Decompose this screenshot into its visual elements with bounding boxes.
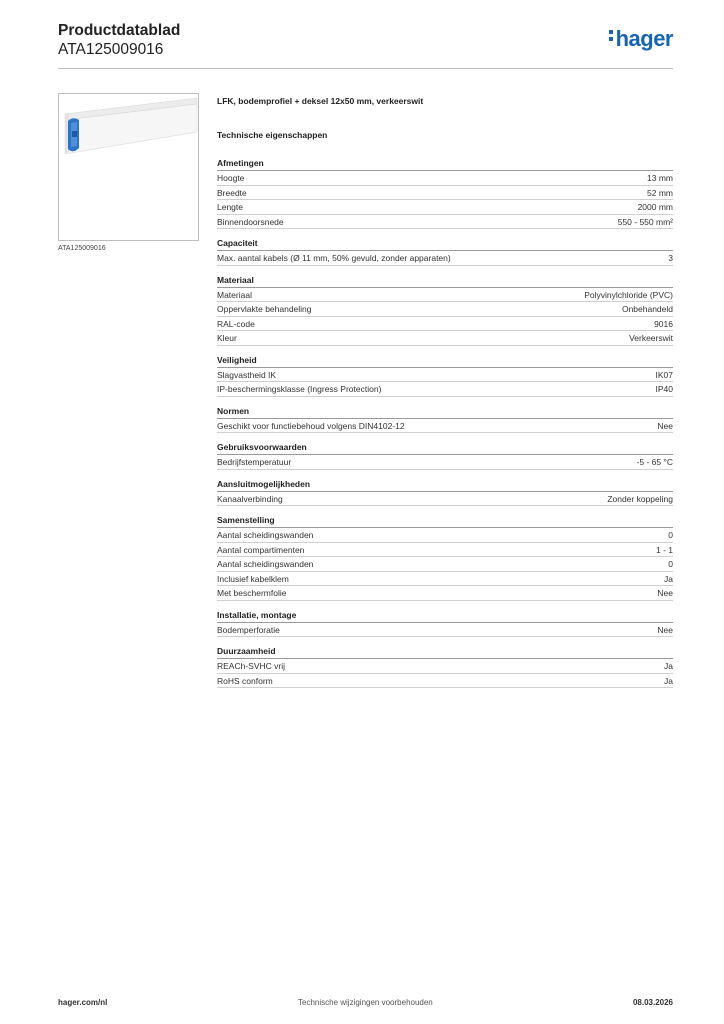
property-label: RAL-code <box>217 318 255 329</box>
property-row <box>217 368 673 383</box>
property-row <box>217 543 673 558</box>
property-value: Zonder koppeling <box>607 493 673 504</box>
property-label: Aantal scheidingswanden <box>217 530 314 540</box>
property-value: 3 <box>668 253 673 263</box>
product-code: ATA125009016 <box>58 41 164 58</box>
property-value: IP40 <box>655 384 673 394</box>
property-section <box>217 609 673 638</box>
property-value: Nee <box>657 588 673 598</box>
header-divider <box>58 68 673 69</box>
product-description: LFK, bodemprofiel + deksel 12x50 mm, verkeerswit <box>217 96 424 106</box>
property-row <box>217 455 673 470</box>
property-row <box>217 382 673 397</box>
property-value: 1 - 1 <box>655 544 673 555</box>
property-row <box>217 674 673 689</box>
property-label: Aantal compartimenten <box>217 544 305 555</box>
property-value: 13 mm <box>647 173 673 183</box>
product-image <box>58 93 199 241</box>
property-section <box>217 237 673 266</box>
property-row <box>217 251 673 266</box>
property-row <box>217 186 673 201</box>
section-title: Afmetingen <box>217 157 673 171</box>
property-value: Ja <box>664 675 673 686</box>
datasheet-content <box>217 95 673 688</box>
document-title: Productdatablad <box>58 22 181 39</box>
property-section <box>217 441 673 470</box>
property-row <box>217 623 673 638</box>
property-value: Ja <box>664 573 673 584</box>
property-label: Max. aantal kabels (Ø 11 mm, 50% gevuld, zonder apparaten) <box>217 253 451 263</box>
property-label: Oppervlakte behandeling <box>217 304 312 314</box>
property-section <box>217 514 673 601</box>
property-value: 9016 <box>654 318 673 329</box>
property-row <box>217 492 673 507</box>
footer-disclaimer: Technische wijzigingen voorbehouden <box>298 998 433 1007</box>
property-row <box>217 302 673 317</box>
property-row <box>217 659 673 674</box>
section-title: Normen <box>217 405 673 419</box>
property-row <box>217 171 673 186</box>
property-section <box>217 405 673 434</box>
section-title: Samenstelling <box>217 514 673 528</box>
property-value: Nee <box>657 420 673 431</box>
hager-logo <box>609 26 673 52</box>
property-label: Kanaalverbinding <box>217 493 283 504</box>
property-value: 2000 mm <box>637 202 673 212</box>
property-row <box>217 200 673 215</box>
property-section <box>217 645 673 688</box>
property-label: Binnendoorsnede <box>217 216 284 227</box>
cable-duct-illustration-icon <box>59 94 199 241</box>
property-value: Polyvinylchloride (PVC) <box>584 289 673 300</box>
property-label: Bedrijfstemperatuur <box>217 457 292 467</box>
property-row <box>217 586 673 601</box>
footer-website: hager.com/nl <box>58 998 108 1007</box>
property-label: Geschikt voor functiebehoud volgens DIN4102-12 <box>217 420 405 431</box>
property-label: Hoogte <box>217 173 245 183</box>
section-title: Installatie, montage <box>217 609 673 623</box>
property-row <box>217 331 673 346</box>
property-value: 0 <box>668 530 673 540</box>
section-title: Duurzaamheid <box>217 645 673 659</box>
page-header <box>58 20 673 68</box>
section-title: Veiligheid <box>217 354 673 368</box>
logo-text: hager <box>615 26 673 51</box>
property-row <box>217 215 673 230</box>
property-row <box>217 557 673 572</box>
property-section <box>217 274 673 346</box>
technical-properties-heading: Technische eigenschappen <box>217 130 328 140</box>
property-row <box>217 528 673 543</box>
property-label: Materiaal <box>217 289 252 300</box>
property-value: 550 - 550 mm² <box>617 216 673 227</box>
property-label: Lengte <box>217 202 243 212</box>
property-value: Verkeerswit <box>629 333 673 343</box>
property-section <box>217 354 673 397</box>
section-title: Gebruiksvoorwaarden <box>217 441 673 455</box>
footer-date: 08.03.2026 <box>632 998 673 1007</box>
section-title: Capaciteit <box>217 237 673 251</box>
property-value: 52 mm <box>647 187 673 198</box>
property-label: IP-beschermingsklasse (Ingress Protection) <box>217 384 382 394</box>
property-label: Bodemperforatie <box>217 624 280 635</box>
property-label: RoHS conform <box>217 675 273 686</box>
property-row <box>217 317 673 332</box>
logo-dots-icon <box>609 30 614 44</box>
property-label: REACh-SVHC vrij <box>217 661 286 671</box>
property-label: Kleur <box>217 333 237 343</box>
property-value: Nee <box>657 624 673 635</box>
property-section <box>217 478 673 507</box>
property-row <box>217 288 673 303</box>
property-value: IK07 <box>655 369 673 380</box>
property-label: Aantal scheidingswanden <box>217 559 314 569</box>
section-title: Aansluitmogelijkheden <box>217 478 673 492</box>
image-caption: ATA125009016 <box>58 245 106 252</box>
property-value: -5 - 65 °C <box>636 457 673 467</box>
property-value: 0 <box>668 559 673 569</box>
property-row <box>217 419 673 434</box>
property-label: Met beschermfolie <box>217 588 287 598</box>
property-sections <box>217 157 673 688</box>
property-label: Breedte <box>217 187 247 198</box>
property-section <box>217 157 673 229</box>
property-row <box>217 572 673 587</box>
property-label: Slagvastheid IK <box>217 369 277 380</box>
property-label: Inclusief kabelklem <box>217 573 289 584</box>
section-title: Materiaal <box>217 274 673 288</box>
property-value: Ja <box>664 661 673 671</box>
property-value: Onbehandeld <box>621 304 673 314</box>
